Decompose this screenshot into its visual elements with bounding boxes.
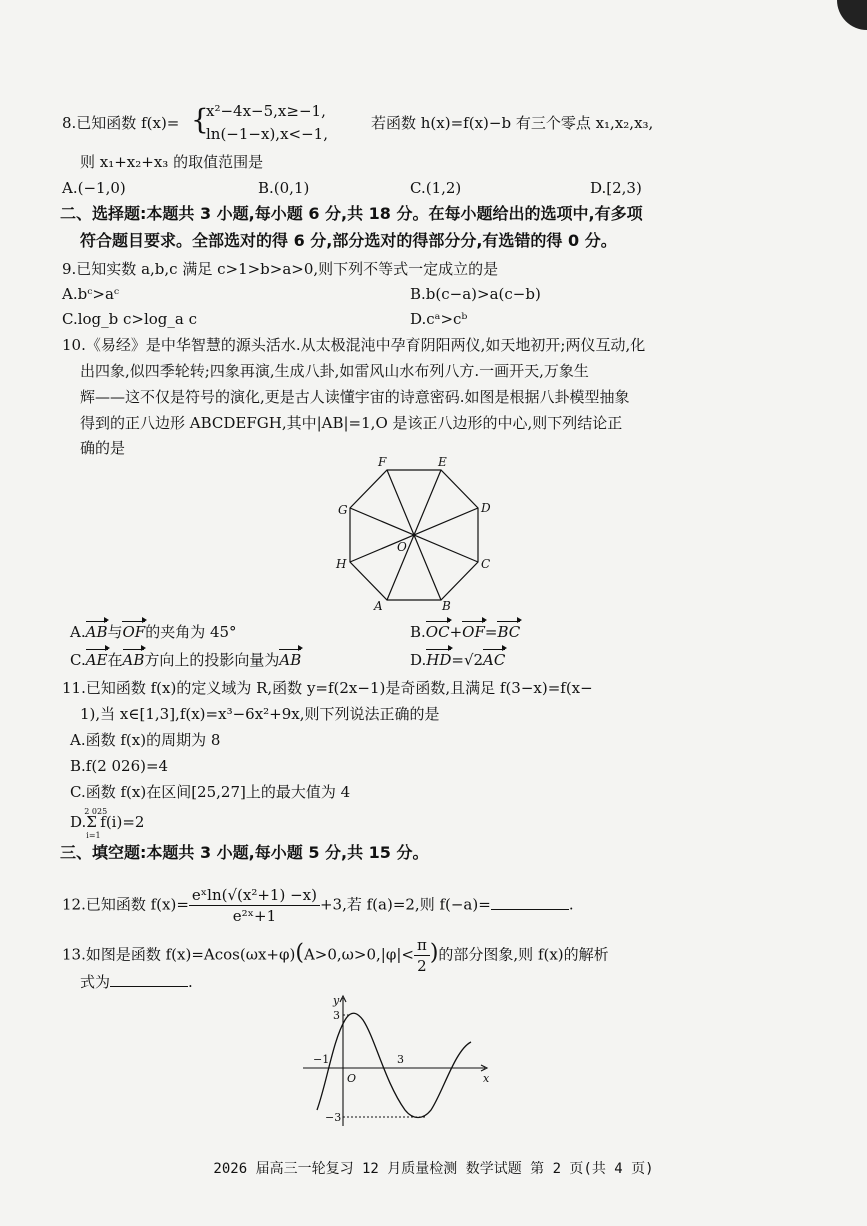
page-footer: 2026 届高三一轮复习 12 月质量检测 数学试题 第 2 页(共 4 页) — [213, 1161, 654, 1177]
q12-answer-blank[interactable] — [491, 895, 569, 910]
vertex-label-h: H — [336, 557, 347, 571]
q8-brace: { — [191, 103, 209, 136]
q8-piece1: x²−4x−5,x≥−1, — [206, 102, 326, 120]
tick-label-y-bottom: −3 — [325, 1111, 342, 1124]
q8-line2: 则 x₁+x₂+x₃ 的取值范围是 — [80, 153, 264, 171]
q12-fraction: $\frac{\text{eˣln(√(x²+1) −x)}}{\text{e²ˣ+1}}$ — [189, 885, 320, 926]
q9-option-c: C.log_b c>log_a c — [62, 310, 198, 328]
cosine-graph — [295, 992, 495, 1132]
q10-option-d: D.HD=√2AC — [410, 651, 506, 669]
vertex-label-b: B — [442, 599, 451, 613]
page-corner-shadow — [837, 0, 867, 30]
vertex-label-c: C — [481, 557, 491, 571]
tick-label-y-top: 3 — [333, 1009, 340, 1022]
q10-option-a: A.AB与OF的夹角为 45° — [70, 623, 237, 641]
vertex-label-e: E — [438, 455, 447, 469]
q10-line5: 确的是 — [80, 439, 126, 457]
q8-option-a: A.(−1,0) — [62, 179, 126, 197]
q9-option-b: B.b(c−a)>a(c−b) — [410, 285, 541, 303]
origin-label: O — [347, 1072, 357, 1085]
q10-line2: 出四象,似四季轮转;四象再演,生成八卦,如雷风山水布列八方.一画开天,万象生 — [80, 362, 589, 380]
q11-option-a: A.函数 f(x)的周期为 8 — [70, 731, 221, 749]
q10-option-c: C.AE在AB方向上的投影向量为AB — [70, 651, 302, 669]
q10-line1: 10.《易经》是中华智慧的源头活水.从太极混沌中孕育阴阳两仪,如天地初开;两仪互动,化 — [62, 336, 646, 354]
q8-option-d: D.[2,3) — [590, 179, 642, 197]
q10-line4: 得到的正八边形 ABCDEFGH,其中|AB|=1,O 是该正八边形的中心,则下列结论正 — [80, 414, 623, 432]
q12-line: 12.已知函数 f(x)= $\frac{\text{eˣln(√(x²+1) −x)}}{\text{e²ˣ+1}}$ +3,若 f(a)=2,则 f(−a)= . — [62, 886, 574, 925]
axis-label-x: x — [483, 1072, 490, 1085]
q8-piece2: ln(−1−x),x<−1, — [206, 125, 328, 143]
q11-line1: 11.已知函数 f(x)的定义域为 R,函数 y=f(2x−1)是奇函数,且满足 f(3−x)=f(x− — [62, 679, 593, 697]
tick-label-x-neg: −1 — [313, 1053, 330, 1066]
q11-option-c: C.函数 f(x)在区间[25,27]上的最大值为 4 — [70, 783, 351, 801]
q9-option-d: D.cᵃ>cᵇ — [410, 310, 468, 328]
vertex-label-f: F — [378, 455, 387, 469]
q11-option-b: B.f(2 026)=4 — [70, 757, 169, 775]
q10-option-b: B.OC+OF=BC — [410, 623, 521, 641]
cosine-curve — [317, 1013, 471, 1117]
vertex-label-g: G — [338, 503, 348, 517]
section3-heading: 三、填空题:本题共 3 小题,每小题 5 分,共 15 分。 — [60, 843, 429, 862]
tick-label-x-pos: 3 — [397, 1053, 404, 1066]
q8-option-b: B.(0,1) — [258, 179, 310, 197]
q13-line2: 式为 . — [80, 973, 193, 991]
section2-line1: 二、选择题:本题共 3 小题,每小题 6 分,共 18 分。在每小题给出的选项中,有多项 — [60, 204, 643, 223]
q11-option-d: D. 2 025 Σ i=1 f(i)=2 — [70, 807, 145, 840]
center-label-o: O — [397, 540, 407, 554]
vertex-label-d: D — [481, 501, 491, 515]
axis-label-y: y — [333, 994, 340, 1007]
q9-stem: 9.已知实数 a,b,c 满足 c>1>b>a>0,则下列不等式一定成立的是 — [62, 260, 499, 278]
q8-line1-suffix: 若函数 h(x)=f(x)−b 有三个零点 x₁,x₂,x₃, — [371, 114, 654, 132]
octagon-figure — [320, 452, 520, 622]
vertex-label-a: A — [374, 599, 383, 613]
q11-line2: 1),当 x∈[1,3],f(x)=x³−6x²+9x,则下列说法正确的是 — [80, 705, 440, 723]
q13-line1: 13.如图是函数 f(x)=Acos(ωx+φ)(A>0,ω>0,|φ|< $\frac{\pi}{2}$ )的部分图象,则 f(x)的解析 — [62, 936, 609, 975]
q9-option-a: A.bᶜ>aᶜ — [62, 285, 120, 303]
q13-answer-blank[interactable] — [110, 972, 188, 987]
q10-line3: 辉——这不仅是符号的演化,更是古人读懂宇宙的诗意密码.如图是根据八卦模型抽象 — [80, 388, 630, 406]
section2-line2: 符合题目要求。全部选对的得 6 分,部分选对的得部分分,有选错的得 0 分。 — [80, 231, 617, 250]
q8-option-c: C.(1,2) — [410, 179, 462, 197]
q8-line1-prefix: 8.已知函数 f(x)= — [62, 114, 180, 132]
